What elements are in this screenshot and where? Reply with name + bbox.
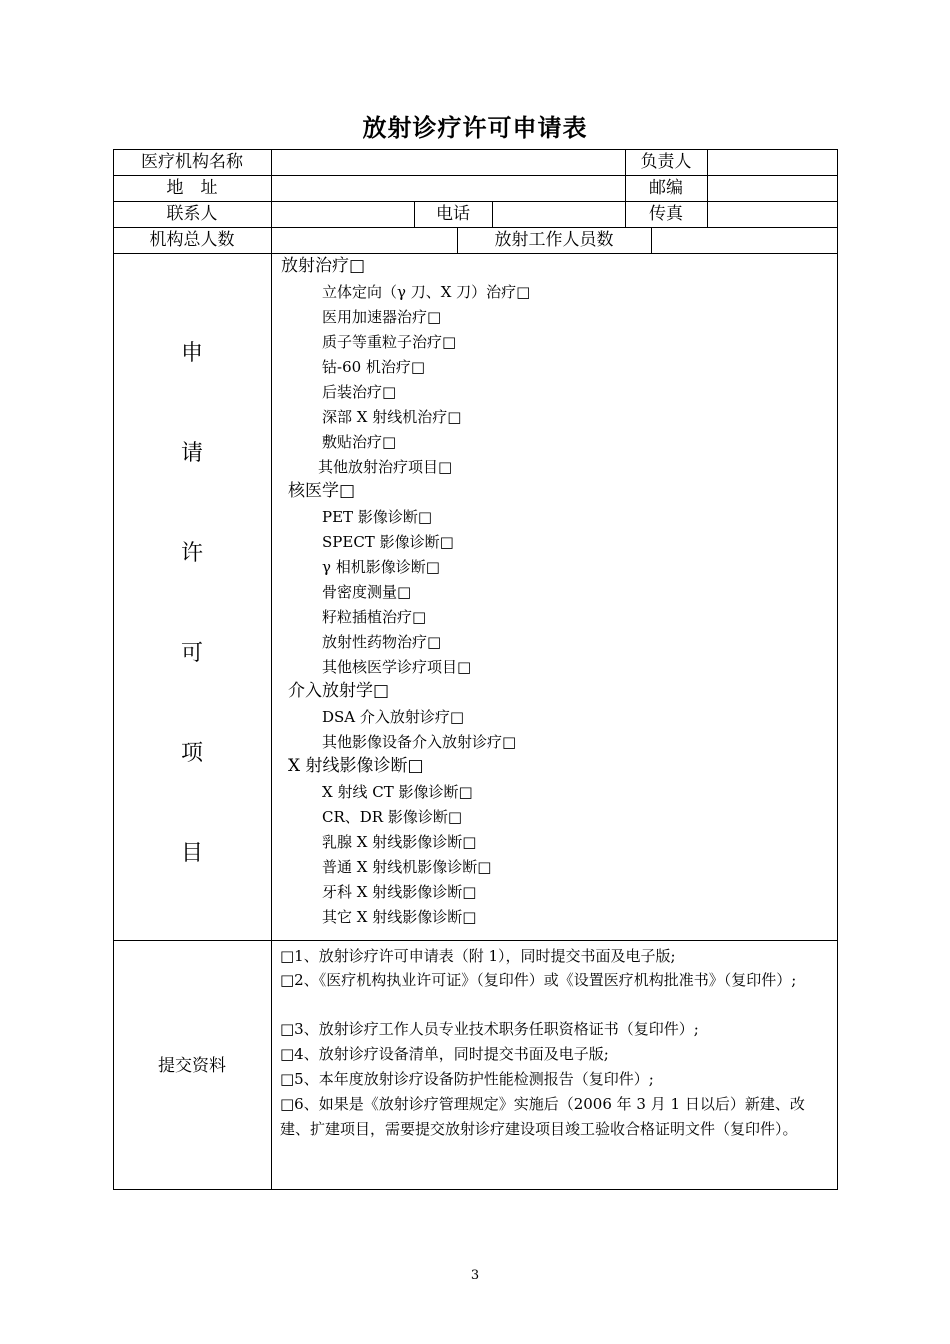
item-afterloading-checkbox[interactable]: 后装治疗□ [322,383,397,401]
apply-label-char: 项 [180,741,203,766]
item-linear-accelerator-checkbox[interactable]: 医用加速器治疗□ [322,308,442,326]
contact-person-label: 联系人 [166,204,218,224]
radiation-staff-field[interactable] [652,228,836,252]
submission-item-checkbox[interactable]: □3、放射诊疗工作人员专业技术职务任职资格证书（复印件）; [280,1020,699,1038]
submission-item-checkbox[interactable]: □5、本年度放射诊疗设备防护性能检测报告（复印件）; [280,1070,654,1088]
item-other-xray-checkbox[interactable]: 其它 X 射线影像诊断□ [322,908,477,926]
address-label: 地 址 [166,178,218,198]
item-dsa-checkbox[interactable]: DSA 介入放射诊疗□ [322,708,465,726]
form-title: 放射诊疗许可申请表 [362,114,588,142]
submission-item-checkbox[interactable]: □2、《医疗机构执业许可证》（复印件）或《设置医疗机构批准书》（复印件）; [280,971,797,989]
item-other-nuclear-checkbox[interactable]: 其他核医学诊疗项目□ [322,658,472,676]
item-spect-checkbox[interactable]: SPECT 影像诊断□ [322,533,454,551]
category-radiotherapy-checkbox[interactable]: 放射治疗□ [281,256,366,276]
item-cr-dr-checkbox[interactable]: CR、DR 影像诊断□ [322,808,463,826]
postcode-label: 邮编 [649,178,683,198]
address-field[interactable] [272,176,624,200]
phone-field[interactable] [493,202,624,226]
submission-item-checkbox[interactable]: □1、放射诊疗许可申请表（附 1），同时提交书面及电子版; [280,947,676,965]
item-radiopharmaceutical-checkbox[interactable]: 放射性药物治疗□ [322,633,442,651]
item-seed-implant-checkbox[interactable]: 籽粒插植治疗□ [322,608,427,626]
item-other-interventional-checkbox[interactable]: 其他影像设备介入放射诊疗□ [322,733,517,751]
radiation-staff-label: 放射工作人员数 [494,230,614,250]
total-staff-field[interactable] [272,228,456,252]
item-dental-xray-checkbox[interactable]: 牙科 X 射线影像诊断□ [322,883,477,901]
item-proton-heavy-ion-checkbox[interactable]: 质子等重粒子治疗□ [322,333,457,351]
submission-label: 提交资料 [158,1056,226,1076]
item-pet-checkbox[interactable]: PET 影像诊断□ [322,508,432,526]
item-xray-ct-checkbox[interactable]: X 射线 CT 影像诊断□ [322,783,473,801]
page-number: 3 [470,1268,480,1283]
item-applicator-checkbox[interactable]: 敷贴治疗□ [322,433,397,451]
item-gamma-camera-checkbox[interactable]: γ 相机影像诊断□ [322,558,440,576]
postcode-field[interactable] [708,176,836,200]
item-general-xray-checkbox[interactable]: 普通 X 射线机影像诊断□ [322,858,492,876]
item-stereotactic-checkbox[interactable]: 立体定向（γ 刀、X 刀）治疗□ [322,283,531,301]
category-xray-diagnosis-checkbox[interactable]: X 射线影像诊断□ [288,756,424,776]
item-deep-xray-checkbox[interactable]: 深部 X 射线机治疗□ [322,408,462,426]
category-nuclear-medicine-checkbox[interactable]: 核医学□ [288,481,356,501]
institution-name-field[interactable] [272,150,624,174]
contact-person-field[interactable] [272,202,413,226]
item-cobalt60-checkbox[interactable]: 钴-60 机治疗□ [322,358,426,376]
category-interventional-checkbox[interactable]: 介入放射学□ [288,681,390,701]
phone-label: 电话 [436,204,470,224]
fax-field[interactable] [708,202,836,226]
institution-name-label: 医疗机构名称 [141,152,243,172]
apply-label-char: 申 [180,341,203,366]
apply-label-char: 请 [180,441,203,466]
total-staff-label: 机构总人数 [149,230,235,250]
item-other-radiotherapy-checkbox[interactable]: 其他放射治疗项目□ [318,458,453,476]
responsible-person-field[interactable] [708,150,836,174]
item-mammography-checkbox[interactable]: 乳腺 X 射线影像诊断□ [322,833,477,851]
responsible-person-label: 负责人 [640,152,692,172]
apply-label-char: 目 [180,841,203,866]
submission-item-checkbox[interactable]: □4、放射诊疗设备清单，同时提交书面及电子版; [280,1045,609,1063]
apply-label-char: 可 [180,641,203,666]
submission-item-checkbox[interactable]: □6、如果是《放射诊疗管理规定》实施后（2006 年 3 月 1 日以后）新建、改建、扩建项目，需要提交放射诊疗建设项目竣工验收合格证明文件（复印件）。 [280,1095,805,1138]
apply-label-char: 许 [180,541,203,566]
item-bone-density-checkbox[interactable]: 骨密度测量□ [322,583,412,601]
fax-label: 传真 [649,204,683,224]
